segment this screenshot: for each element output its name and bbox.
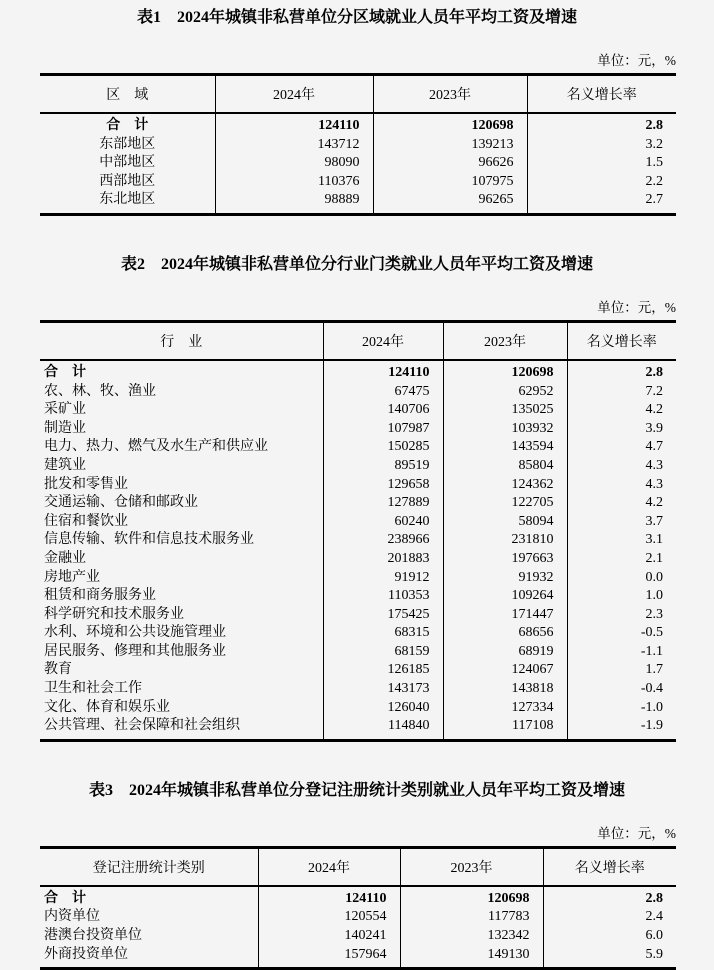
growth-rate: 2.8 [645,118,663,133]
value-2023: 109264 [443,587,567,606]
value-2024: 238966 [323,531,443,550]
value-2023: 120698 [400,886,543,909]
table2-industry-wages [40,320,676,742]
column-header-growth: 名义增长率 [567,321,676,360]
value-2024: 124110 [215,113,373,136]
value-2024: 143712 [215,136,373,155]
value-2024: 114840 [323,717,443,740]
row-label: 交通运输、仓储和邮政业 [40,494,323,513]
table-row [40,360,676,383]
table-row [40,513,676,532]
row-label: 采矿业 [40,401,323,420]
row-label: 房地产业 [40,569,323,588]
growth-rate: 4.2 [645,495,663,511]
value-2023: 231810 [443,531,567,550]
row-label: 批发和零售业 [40,476,323,495]
value-2023: 68656 [443,624,567,643]
table-row [40,908,676,927]
growth-rate: 1.7 [645,662,663,678]
table-row [40,886,676,909]
column-header-growth: 名义增长率 [527,75,676,114]
growth-rate: 6.0 [645,928,663,944]
value-2023: 171447 [443,606,567,625]
value-2024: 201883 [323,550,443,569]
growth-rate: 4.7 [645,439,663,455]
value-2024: 60240 [323,513,443,532]
value-2023: 117108 [443,717,567,740]
table-row [40,946,676,969]
value-2024: 157964 [258,946,400,969]
table2-unit-label: 单位：元，% [597,299,676,315]
table-row [40,550,676,569]
table3-unit-label: 单位：元，% [597,825,676,841]
value-2023: 120698 [373,113,527,136]
table-row [40,643,676,662]
table-row [40,680,676,699]
value-2023: 85804 [443,457,567,476]
column-header-registration-type: 登记注册统计类别 [40,847,258,886]
column-header-2024: 2024年 [323,321,443,360]
growth-rate: 7.2 [645,383,663,399]
value-2023: 122705 [443,494,567,513]
value-2024: 129658 [323,476,443,495]
value-2023: 117783 [400,908,543,927]
growth-rate: 2.4 [645,909,663,925]
growth-rate: 2.8 [645,890,663,906]
table-row [40,476,676,495]
value-2023: 62952 [443,383,567,402]
table3-section [40,781,676,970]
table1-region-wages [40,73,676,216]
value-2023: 124067 [443,661,567,680]
growth-rate: -1.1 [640,643,663,659]
column-header-2023: 2023年 [373,75,527,114]
row-label: 建筑业 [40,457,323,476]
table2-section [40,255,676,742]
value-2023: 103932 [443,420,567,439]
value-2024: 110376 [215,173,373,192]
table-row [40,383,676,402]
growth-rate: 1.0 [645,588,663,604]
row-label: 教育 [40,661,323,680]
growth-rate: 1.5 [645,155,663,171]
table2-title: 表2 2024年城镇非私营单位分行业门类就业人员年平均工资及增速 [120,255,593,273]
value-2024: 150285 [323,438,443,457]
table-row [40,624,676,643]
row-label: 制造业 [40,420,323,439]
table-row [40,569,676,588]
row-label: 中部地区 [40,154,215,173]
table-row [40,420,676,439]
value-2024: 120554 [258,908,400,927]
value-2024: 91912 [323,569,443,588]
growth-rate: -1.0 [640,699,663,715]
row-label: 水利、环境和公共设施管理业 [40,624,323,643]
value-2024: 110353 [323,587,443,606]
table3-header-row [40,847,676,886]
table2-header-row [40,321,676,360]
value-2023: 132342 [400,927,543,946]
table-row [40,927,676,946]
value-2024: 89519 [323,457,443,476]
growth-rate: 4.3 [645,457,663,473]
column-header-2023: 2023年 [400,847,543,886]
row-label: 东部地区 [40,136,215,155]
value-2024: 124110 [323,360,443,383]
row-label: 信息传输、软件和信息技术服务业 [40,531,323,550]
growth-rate: 2.7 [645,192,663,208]
table-row [40,587,676,606]
value-2024: 140706 [323,401,443,420]
value-2023: 58094 [443,513,567,532]
row-label: 港澳台投资单位 [40,927,258,946]
growth-rate: 2.8 [645,364,663,380]
table-row [40,606,676,625]
row-label: 西部地区 [40,173,215,192]
table1-unit-label: 单位：元，% [597,53,676,68]
value-2023: 127334 [443,699,567,718]
table1-header-row [40,75,676,114]
value-2024: 140241 [258,927,400,946]
column-header-region: 区 域 [40,75,215,114]
table-row [40,699,676,718]
row-label: 内资单位 [40,908,258,927]
row-label: 电力、热力、燃气及水生产和供应业 [40,438,323,457]
row-label: 农、林、牧、渔业 [40,383,323,402]
growth-rate: 3.9 [645,420,663,436]
growth-rate: 5.9 [645,946,663,962]
table-row [40,191,676,214]
table3-title: 表3 2024年城镇非私营单位分登记注册统计类别就业人员年平均工资及增速 [88,781,625,799]
value-2023: 107975 [373,173,527,192]
value-2024: 67475 [323,383,443,402]
table-row [40,457,676,476]
value-2023: 149130 [400,946,543,969]
row-label: 外商投资单位 [40,946,258,969]
value-2024: 143173 [323,680,443,699]
column-header-growth: 名义增长率 [543,847,676,886]
value-2023: 91932 [443,569,567,588]
growth-rate: -1.9 [640,718,663,734]
growth-rate: 4.2 [645,402,663,418]
value-2023: 197663 [443,550,567,569]
row-label: 东北地区 [40,191,215,214]
growth-rate: -0.5 [640,625,663,641]
value-2023: 135025 [443,401,567,420]
growth-rate: -0.4 [640,681,663,697]
column-header-2023: 2023年 [443,321,567,360]
value-2023: 124362 [443,476,567,495]
value-2024: 98090 [215,154,373,173]
value-2023: 96626 [373,154,527,173]
row-label: 合 计 [40,360,323,383]
growth-rate: 2.1 [645,550,663,566]
row-label: 居民服务、修理和其他服务业 [40,643,323,662]
value-2023: 96265 [373,191,527,214]
value-2024: 68315 [323,624,443,643]
column-header-industry: 行 业 [40,321,323,360]
value-2024: 107987 [323,420,443,439]
table-row [40,438,676,457]
growth-rate: 0.0 [645,569,663,585]
table-row [40,661,676,680]
column-header-2024: 2024年 [258,847,400,886]
table3-registration-type-wages [40,846,676,970]
table-row [40,173,676,192]
table-row [40,136,676,155]
value-2024: 175425 [323,606,443,625]
value-2024: 98889 [215,191,373,214]
table-row [40,531,676,550]
growth-rate: 3.1 [645,532,663,548]
table-row [40,717,676,740]
growth-rate: 3.2 [645,136,663,152]
row-label: 文化、体育和娱乐业 [40,699,323,718]
growth-rate: 4.3 [645,476,663,492]
value-2023: 143594 [443,438,567,457]
table-row [40,113,676,136]
value-2023: 139213 [373,136,527,155]
row-label: 金融业 [40,550,323,569]
row-label: 合 计 [40,886,258,909]
growth-rate: 3.7 [645,513,663,529]
row-label: 住宿和餐饮业 [40,513,323,532]
value-2023: 143818 [443,680,567,699]
growth-rate: 2.3 [645,606,663,622]
row-label: 卫生和社会工作 [40,680,323,699]
row-label: 租赁和商务服务业 [40,587,323,606]
value-2023: 68919 [443,643,567,662]
row-label: 公共管理、社会保障和社会组织 [40,717,323,740]
value-2024: 127889 [323,494,443,513]
growth-rate: 2.2 [645,173,663,189]
table-row [40,154,676,173]
value-2024: 126185 [323,661,443,680]
table-row [40,401,676,420]
row-label: 合 计 [40,113,215,136]
value-2024: 126040 [323,699,443,718]
value-2024: 124110 [258,886,400,909]
table-row [40,494,676,513]
value-2023: 120698 [443,360,567,383]
value-2024: 68159 [323,643,443,662]
row-label: 科学研究和技术服务业 [40,606,323,625]
table1-section [40,8,676,216]
table1-title: 表1 2024年城镇非私营单位分区域就业人员年平均工资及增速 [136,9,577,26]
column-header-2024: 2024年 [215,75,373,114]
